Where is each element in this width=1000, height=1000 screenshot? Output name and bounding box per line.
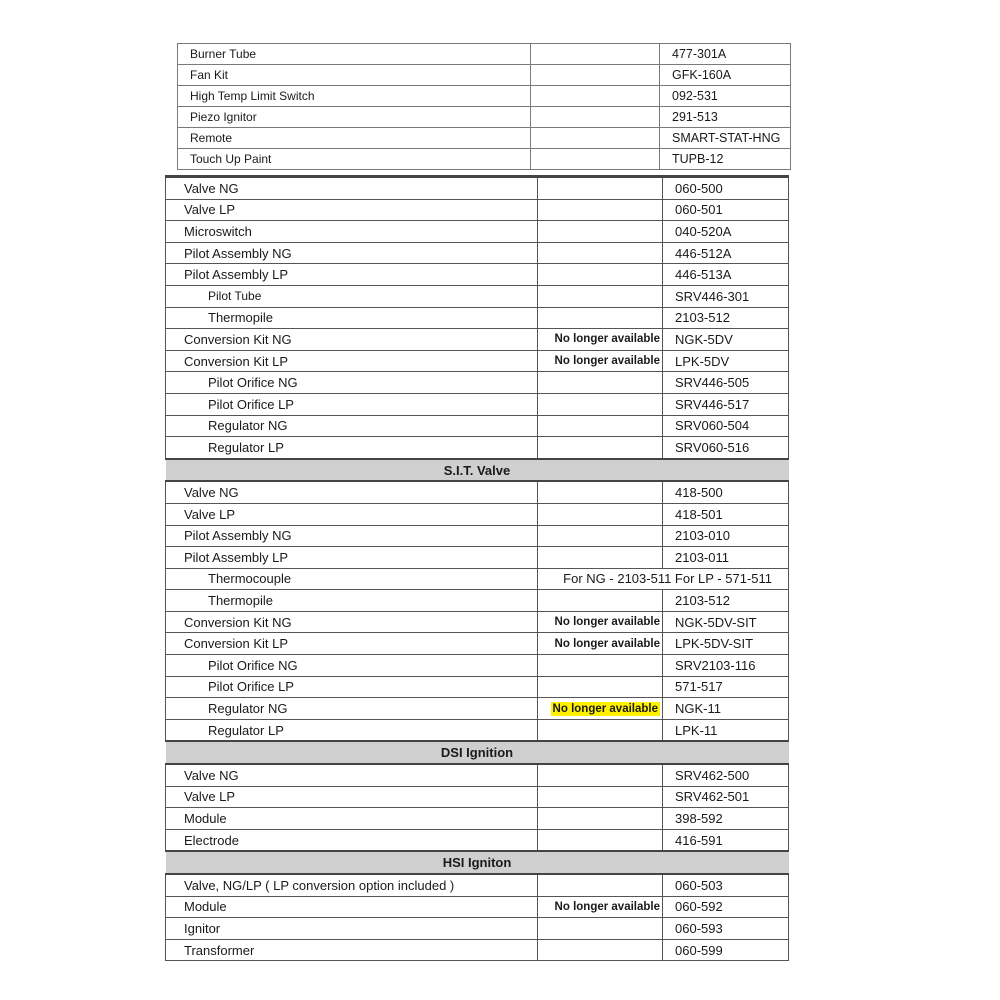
part-name: Valve, NG/LP ( LP conversion option included ) bbox=[166, 874, 538, 896]
part-note bbox=[538, 874, 663, 896]
part-note bbox=[538, 415, 663, 437]
part-number: 446-512A bbox=[663, 242, 789, 264]
availability-note: No longer available bbox=[554, 333, 660, 346]
section-header bbox=[166, 459, 789, 482]
table-row bbox=[166, 307, 789, 329]
part-name: Conversion Kit LP bbox=[166, 350, 538, 372]
part-note bbox=[538, 481, 663, 503]
part-note bbox=[531, 128, 660, 149]
part-number: 2103-010 bbox=[663, 525, 789, 547]
table-row bbox=[166, 242, 789, 264]
part-name: Conversion Kit NG bbox=[166, 329, 538, 351]
part-number: SRV060-516 bbox=[663, 437, 789, 459]
part-name: Module bbox=[166, 896, 538, 918]
part-note bbox=[531, 65, 660, 86]
part-note bbox=[538, 633, 663, 655]
part-name: Burner Tube bbox=[178, 44, 531, 65]
part-note bbox=[538, 242, 663, 264]
part-number: 418-501 bbox=[663, 503, 789, 525]
part-name: Pilot Assembly LP bbox=[166, 264, 538, 286]
part-name: Thermopile bbox=[166, 307, 538, 329]
part-number: 2103-512 bbox=[663, 307, 789, 329]
part-note bbox=[538, 177, 663, 200]
part-note bbox=[538, 547, 663, 569]
table-row bbox=[166, 437, 789, 459]
table-row bbox=[166, 633, 789, 655]
table-row bbox=[166, 547, 789, 569]
part-number: SRV462-500 bbox=[663, 764, 789, 786]
table-row bbox=[166, 939, 789, 961]
table-row bbox=[166, 764, 789, 786]
part-number: 060-503 bbox=[663, 874, 789, 896]
part-number: LPK-11 bbox=[663, 719, 789, 741]
part-number: 418-500 bbox=[663, 481, 789, 503]
table-row bbox=[178, 65, 791, 86]
part-number: NGK-11 bbox=[663, 698, 789, 720]
part-number: 060-593 bbox=[663, 918, 789, 940]
part-number: 398-592 bbox=[663, 808, 789, 830]
table-row bbox=[166, 329, 789, 351]
section-title: HSI Igniton bbox=[166, 851, 789, 874]
part-name: Module bbox=[166, 808, 538, 830]
part-number: 291-513 bbox=[660, 107, 791, 128]
table-row bbox=[166, 177, 789, 200]
table-row bbox=[166, 372, 789, 394]
table-row bbox=[178, 149, 791, 170]
part-name: Valve NG bbox=[166, 177, 538, 200]
part-name: Pilot Orifice LP bbox=[166, 676, 538, 698]
part-name: High Temp Limit Switch bbox=[178, 86, 531, 107]
table-row bbox=[166, 874, 789, 896]
part-note bbox=[538, 350, 663, 372]
valve-parts-table bbox=[165, 175, 789, 961]
availability-note: No longer available bbox=[554, 637, 660, 650]
part-note bbox=[531, 44, 660, 65]
part-name: Valve NG bbox=[166, 764, 538, 786]
table-row bbox=[178, 128, 791, 149]
table-row bbox=[178, 86, 791, 107]
section-title: S.I.T. Valve bbox=[166, 459, 789, 482]
part-note bbox=[538, 939, 663, 961]
availability-note: No longer available bbox=[554, 355, 660, 368]
table-row bbox=[166, 786, 789, 808]
accessory-parts-table bbox=[177, 43, 791, 170]
table-row bbox=[166, 590, 789, 612]
part-number: 2103-512 bbox=[663, 590, 789, 612]
part-note bbox=[538, 786, 663, 808]
part-name: Pilot Orifice LP bbox=[166, 393, 538, 415]
part-note bbox=[538, 264, 663, 286]
availability-note: No longer available bbox=[554, 616, 660, 629]
part-note bbox=[538, 590, 663, 612]
part-note bbox=[538, 719, 663, 741]
part-name: Transformer bbox=[166, 939, 538, 961]
part-number: SRV446-505 bbox=[663, 372, 789, 394]
part-number: 060-592 bbox=[663, 896, 789, 918]
part-name: Electrode bbox=[166, 829, 538, 851]
part-name: Conversion Kit NG bbox=[166, 611, 538, 633]
part-number: LPK-5DV bbox=[663, 350, 789, 372]
table-row bbox=[166, 481, 789, 503]
part-number: NGK-5DV-SIT bbox=[663, 611, 789, 633]
part-number: 446-513A bbox=[663, 264, 789, 286]
table-row bbox=[166, 525, 789, 547]
table-row bbox=[166, 698, 789, 720]
table-row bbox=[166, 829, 789, 851]
part-note bbox=[538, 372, 663, 394]
part-name: Conversion Kit LP bbox=[166, 633, 538, 655]
part-note bbox=[538, 698, 663, 720]
part-note bbox=[538, 655, 663, 677]
part-note bbox=[538, 285, 663, 307]
part-number: SMART-STAT-HNG bbox=[660, 128, 791, 149]
part-name: Regulator NG bbox=[166, 698, 538, 720]
part-note bbox=[538, 199, 663, 221]
table-row bbox=[178, 44, 791, 65]
table-row bbox=[166, 918, 789, 940]
part-name: Ignitor bbox=[166, 918, 538, 940]
part-name: Pilot Assembly NG bbox=[166, 242, 538, 264]
part-name: Microswitch bbox=[166, 221, 538, 243]
part-number: 416-591 bbox=[663, 829, 789, 851]
part-number: SRV060-504 bbox=[663, 415, 789, 437]
part-name: Valve LP bbox=[166, 786, 538, 808]
table-row bbox=[166, 611, 789, 633]
part-note bbox=[538, 525, 663, 547]
part-note bbox=[531, 149, 660, 170]
part-number: 2103-011 bbox=[663, 547, 789, 569]
part-note bbox=[538, 829, 663, 851]
table-row bbox=[166, 503, 789, 525]
table-row bbox=[166, 393, 789, 415]
table-row bbox=[166, 285, 789, 307]
table-row bbox=[166, 199, 789, 221]
part-number: SRV446-517 bbox=[663, 393, 789, 415]
table-row bbox=[166, 655, 789, 677]
part-note bbox=[538, 329, 663, 351]
part-number: 040-520A bbox=[663, 221, 789, 243]
part-note bbox=[538, 808, 663, 830]
thermocouple-part-numbers: For NG - 2103-511 For LP - 571-511 bbox=[538, 568, 789, 590]
part-note bbox=[538, 676, 663, 698]
part-note bbox=[538, 503, 663, 525]
part-note bbox=[538, 437, 663, 459]
part-number: 060-500 bbox=[663, 177, 789, 200]
availability-note: No longer available bbox=[552, 702, 658, 715]
part-name: Regulator NG bbox=[166, 415, 538, 437]
part-number: SRV462-501 bbox=[663, 786, 789, 808]
part-number: NGK-5DV bbox=[663, 329, 789, 351]
section-header bbox=[166, 741, 789, 764]
part-number: GFK-160A bbox=[660, 65, 791, 86]
part-number: LPK-5DV-SIT bbox=[663, 633, 789, 655]
section-title: DSI Ignition bbox=[166, 741, 789, 764]
table-row bbox=[178, 107, 791, 128]
part-note bbox=[531, 107, 660, 128]
part-name: Remote bbox=[178, 128, 531, 149]
part-name: Fan Kit bbox=[178, 65, 531, 86]
table-row bbox=[166, 808, 789, 830]
part-name: Pilot Tube bbox=[166, 285, 538, 307]
part-number: 060-501 bbox=[663, 199, 789, 221]
table-row bbox=[166, 221, 789, 243]
part-note bbox=[538, 393, 663, 415]
part-name: Piezo Ignitor bbox=[178, 107, 531, 128]
table-row bbox=[166, 676, 789, 698]
part-number: SRV446-301 bbox=[663, 285, 789, 307]
part-name: Pilot Assembly NG bbox=[166, 525, 538, 547]
table-row bbox=[166, 719, 789, 741]
part-note bbox=[538, 611, 663, 633]
part-name: Valve LP bbox=[166, 503, 538, 525]
availability-note: No longer available bbox=[554, 900, 660, 913]
part-name: Regulator LP bbox=[166, 719, 538, 741]
part-number: SRV2103-116 bbox=[663, 655, 789, 677]
section-header bbox=[166, 851, 789, 874]
table-row bbox=[166, 350, 789, 372]
part-number: 571-517 bbox=[663, 676, 789, 698]
table-row bbox=[166, 896, 789, 918]
part-note bbox=[538, 221, 663, 243]
part-name: Valve LP bbox=[166, 199, 538, 221]
part-note bbox=[538, 918, 663, 940]
part-name: Pilot Orifice NG bbox=[166, 372, 538, 394]
part-note bbox=[538, 896, 663, 918]
table-row bbox=[166, 264, 789, 286]
part-name: Touch Up Paint bbox=[178, 149, 531, 170]
part-name: Regulator LP bbox=[166, 437, 538, 459]
part-number: 092-531 bbox=[660, 86, 791, 107]
part-note bbox=[531, 86, 660, 107]
part-name: Pilot Assembly LP bbox=[166, 547, 538, 569]
part-name: Thermocouple bbox=[166, 568, 538, 590]
part-number: 477-301A bbox=[660, 44, 791, 65]
part-name: Thermopile bbox=[166, 590, 538, 612]
table-row bbox=[166, 568, 789, 590]
part-name: Valve NG bbox=[166, 481, 538, 503]
part-name: Pilot Orifice NG bbox=[166, 655, 538, 677]
table-row bbox=[166, 415, 789, 437]
part-note bbox=[538, 764, 663, 786]
part-number: TUPB-12 bbox=[660, 149, 791, 170]
part-number: 060-599 bbox=[663, 939, 789, 961]
part-note bbox=[538, 307, 663, 329]
